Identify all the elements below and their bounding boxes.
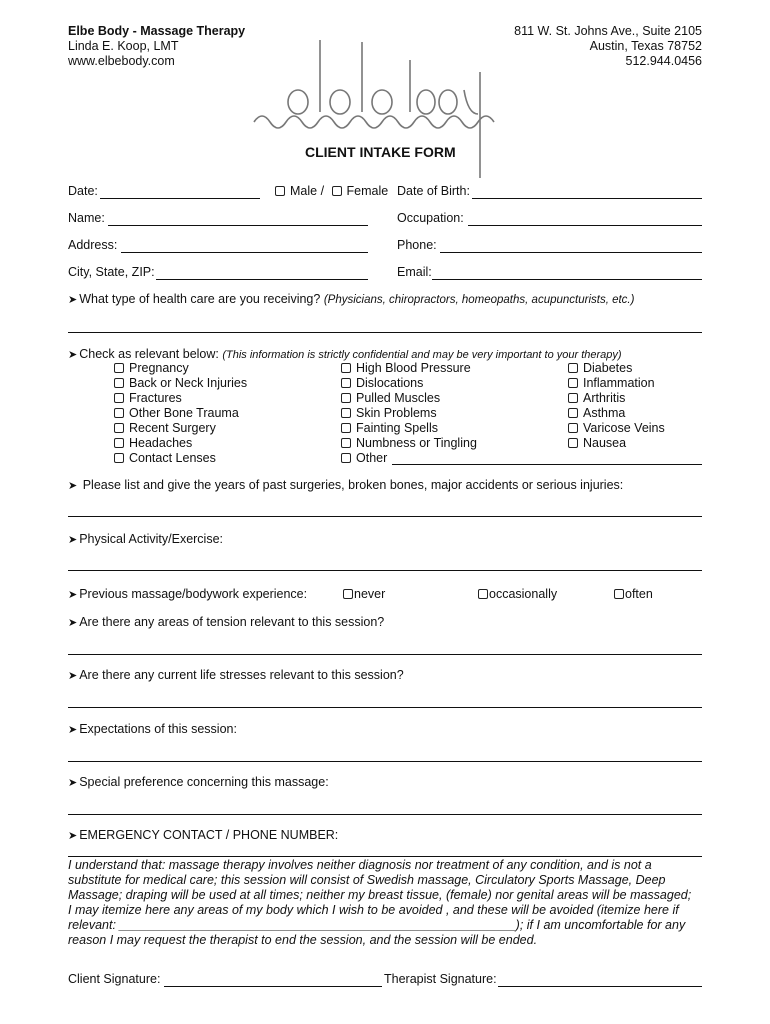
condition-item	[568, 376, 655, 390]
condition-label: Headaches	[129, 436, 193, 450]
condition-label: Diabetes	[583, 361, 633, 375]
condition-item	[114, 391, 182, 405]
condition-label: Inflammation	[583, 376, 655, 390]
condition-item	[568, 421, 665, 435]
previous-label: Previous massage/bodywork experience:	[79, 587, 308, 601]
condition-item	[568, 436, 626, 450]
dob-field[interactable]	[472, 198, 702, 199]
checkbox[interactable]	[341, 378, 351, 388]
previous-question	[68, 587, 307, 601]
conditions-hint: (This information is strictly confidential and may be very important to your therapy)	[222, 349, 622, 361]
female-label: Female	[346, 184, 389, 198]
city-label: City, State, ZIP:	[68, 265, 155, 279]
condition-item	[568, 361, 632, 375]
condition-label: Fractures	[129, 391, 182, 405]
condition-item	[114, 361, 189, 375]
occasionally-checkbox[interactable]	[478, 589, 488, 599]
male-checkbox[interactable]	[275, 186, 285, 196]
condition-label: Nausea	[583, 436, 627, 450]
condition-item	[114, 436, 192, 450]
arrow-bullet-icon: ➤	[68, 617, 78, 629]
condition-item	[341, 406, 437, 420]
arrow-bullet-icon: ➤	[68, 670, 78, 682]
disclaimer-line: I may itemize here any areas of my body which I wish to be avoided , and these will be avoided (itemize here if	[68, 903, 679, 917]
business-phone: 512.944.0456	[625, 54, 702, 68]
preference-question	[68, 775, 329, 789]
checkbox[interactable]	[568, 393, 578, 403]
condition-item	[341, 451, 387, 465]
occupation-label: Occupation:	[397, 211, 464, 225]
condition-label: Fainting Spells	[356, 421, 438, 435]
condition-item	[568, 406, 625, 420]
tension-question	[68, 615, 384, 629]
condition-item	[114, 451, 216, 465]
condition-label: Numbness or Tingling	[356, 436, 477, 450]
arrow-bullet-icon: ➤	[68, 830, 78, 842]
condition-item	[341, 361, 471, 375]
health-care-label: What type of health care are you receiving?	[79, 292, 321, 306]
health-care-question	[68, 292, 634, 306]
arrow-bullet-icon: ➤	[68, 724, 78, 736]
checkbox[interactable]	[341, 408, 351, 418]
client-signature-field[interactable]	[164, 986, 382, 987]
disclaimer-line: Massage; draping will be used at all times; neither my breast tissue, (female) nor genital areas will be massaged;	[68, 888, 692, 902]
activity-label: Physical Activity/Exercise:	[79, 532, 224, 546]
date-label: Date:	[68, 184, 98, 198]
arrow-bullet-icon: ➤	[68, 294, 78, 306]
stresses-question	[68, 668, 404, 682]
condition-label: Asthma	[583, 406, 626, 420]
condition-item	[341, 391, 440, 405]
condition-item	[341, 421, 438, 435]
emergency-question	[68, 828, 338, 842]
preference-label: Special preference concerning this massage:	[79, 775, 329, 789]
email-label: Email:	[397, 265, 432, 279]
arrow-bullet-icon: ➤	[68, 349, 78, 361]
condition-item	[114, 376, 247, 390]
name-label: Name:	[68, 211, 105, 225]
logo-text: elbe body	[250, 19, 305, 33]
therapist-name: Linda E. Koop, LMT	[68, 39, 179, 53]
female-checkbox[interactable]	[332, 186, 342, 196]
condition-item	[114, 421, 216, 435]
occupation-field[interactable]	[468, 225, 702, 226]
expectations-answer-line[interactable]	[68, 761, 702, 762]
condition-label: Pulled Muscles	[356, 391, 441, 405]
checkbox[interactable]	[114, 363, 124, 373]
conditions-prompt	[68, 347, 622, 361]
disclaimer-line: substitute for medical care; this session will consist of Swedish massage, Circulatory Sports Massage, Deep	[68, 873, 666, 887]
preference-answer-line[interactable]	[68, 814, 702, 815]
therapist-signature-label: Therapist Signature:	[384, 972, 497, 986]
checkbox[interactable]	[568, 408, 578, 418]
checkbox[interactable]	[568, 363, 578, 373]
arrow-bullet-icon: ➤	[68, 480, 78, 492]
surgeries-answer-line[interactable]	[68, 516, 702, 517]
condition-label: Dislocations	[356, 376, 424, 390]
address-label: Address:	[68, 238, 118, 252]
checkbox[interactable]	[341, 423, 351, 433]
condition-label: Contact Lenses	[129, 451, 216, 465]
often-checkbox[interactable]	[614, 589, 624, 599]
checkbox[interactable]	[568, 438, 578, 448]
city-field[interactable]	[156, 279, 368, 280]
emergency-label: EMERGENCY CONTACT / PHONE NUMBER:	[79, 828, 339, 842]
website: www.elbebody.com	[68, 54, 175, 68]
form-title: CLIENT INTAKE FORM	[305, 144, 456, 160]
activity-answer-line[interactable]	[68, 570, 702, 571]
client-signature-label: Client Signature:	[68, 972, 161, 986]
expectations-label: Expectations of this session:	[79, 722, 237, 736]
tension-answer-line[interactable]	[68, 654, 702, 655]
checkbox[interactable]	[341, 438, 351, 448]
address-line-1: 811 W. St. Johns Ave., Suite 2105	[514, 24, 702, 38]
checkbox[interactable]	[341, 453, 351, 463]
expectations-question	[68, 722, 237, 736]
address-field[interactable]	[121, 252, 368, 253]
gender-group	[275, 184, 388, 198]
option-often	[614, 587, 653, 601]
tension-label: Are there any areas of tension relevant to this session?	[79, 615, 385, 629]
condition-item	[341, 436, 477, 450]
option-occasionally	[478, 587, 557, 601]
occasionally-label: occasionally	[489, 587, 558, 601]
checkbox[interactable]	[114, 423, 124, 433]
condition-label: Skin Problems	[356, 406, 437, 420]
name-field[interactable]	[108, 225, 368, 226]
often-label: often	[625, 587, 653, 601]
condition-item	[568, 391, 625, 405]
emergency-answer-line[interactable]	[68, 856, 702, 857]
date-field[interactable]	[100, 198, 260, 199]
stresses-answer-line[interactable]	[68, 707, 702, 708]
phone-field[interactable]	[440, 252, 702, 253]
disclaimer-line: relevant: _________________________________________________________); if I am uncomfortable for any	[68, 918, 686, 932]
activity-question	[68, 532, 223, 546]
condition-label: Other Bone Trauma	[129, 406, 239, 420]
condition-label: Other	[356, 451, 388, 465]
arrow-bullet-icon: ➤	[68, 777, 78, 789]
phone-label: Phone:	[397, 238, 437, 252]
email-field[interactable]	[432, 279, 702, 280]
condition-item	[114, 406, 239, 420]
checkbox[interactable]	[114, 393, 124, 403]
condition-label: Varicose Veins	[583, 421, 665, 435]
address-line-2: Austin, Texas 78752	[589, 39, 702, 53]
checkbox[interactable]	[114, 408, 124, 418]
checkbox[interactable]	[568, 423, 578, 433]
condition-label: Recent Surgery	[129, 421, 216, 435]
never-checkbox[interactable]	[343, 589, 353, 599]
male-label: Male /	[290, 184, 325, 198]
condition-label: High Blood Pressure	[356, 361, 471, 375]
health-care-hint: (Physicians, chiropractors, homeopaths, acupuncturists, etc.)	[323, 294, 635, 306]
checkbox[interactable]	[568, 378, 578, 388]
never-label: never	[354, 587, 386, 601]
therapist-signature-field[interactable]	[498, 986, 702, 987]
checkbox[interactable]	[114, 378, 124, 388]
condition-label: Arthritis	[583, 391, 626, 405]
health-care-answer-line[interactable]	[68, 332, 702, 333]
checkbox[interactable]	[341, 363, 351, 373]
conditions-label: Check as relevant below:	[79, 347, 219, 361]
arrow-bullet-icon: ➤	[68, 589, 78, 601]
dob-label: Date of Birth:	[397, 184, 470, 198]
disclaimer-line: I understand that: massage therapy involves neither diagnosis nor treatment of any condition, and is not a	[68, 858, 652, 872]
checkbox[interactable]	[341, 393, 351, 403]
arrow-bullet-icon: ➤	[68, 534, 78, 546]
business-name: Elbe Body - Massage Therapy	[68, 24, 246, 38]
disclaimer-line: reason I may request the therapist to end the session, and the session will be ended.	[68, 933, 538, 947]
checkbox[interactable]	[114, 438, 124, 448]
condition-label: Back or Neck Injuries	[129, 376, 248, 390]
option-never	[343, 587, 385, 601]
condition-item	[341, 376, 423, 390]
surgeries-question	[68, 478, 623, 492]
stresses-label: Are there any current life stresses relevant to this session?	[79, 668, 404, 682]
other-condition-field[interactable]	[392, 464, 702, 465]
surgeries-label: Please list and give the years of past surgeries, broken bones, major accidents or serious injuries:	[82, 478, 624, 492]
condition-label: Pregnancy	[129, 361, 189, 375]
checkbox[interactable]	[114, 453, 124, 463]
